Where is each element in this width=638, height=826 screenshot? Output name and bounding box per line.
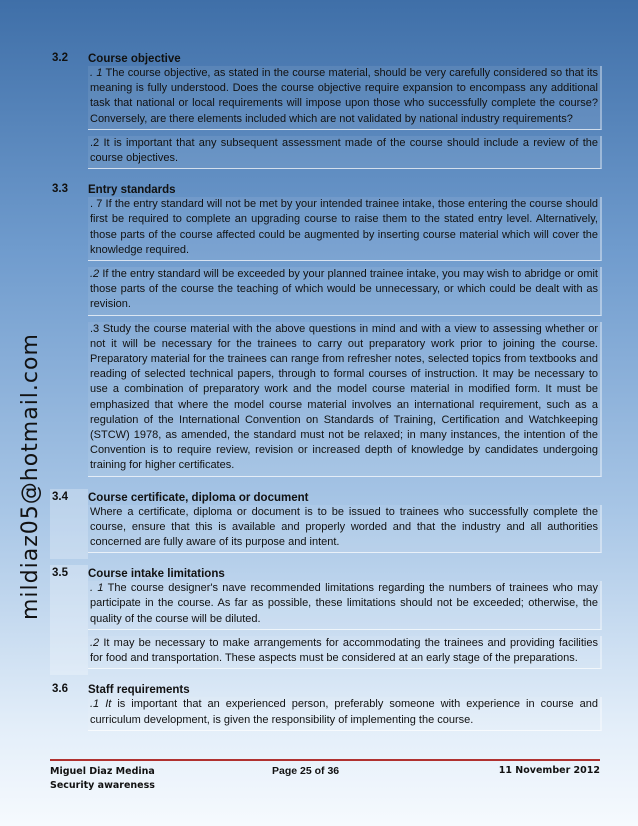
section-number: 3.6 [52, 683, 68, 696]
paragraph: . 1 The course objective, as stated in the course material, should be very carefully considered so that its meaning is fully understood. Does the course objective require expansion to encompass any additional task that national or local requirements will impose upon those who successfully complete the course? Conversely, are there elements included which are not validated by national industry requirements? [88, 66, 602, 130]
section-number: 3.4 [50, 489, 88, 560]
section-3-3 [50, 181, 602, 482]
paragraph: . 7 If the entry standard will not be met by your intended trainee intake, those entering the course should first be required to complete an upgrading course to raise them to the stated entry level. Alternatively, those parts of the course affected could be augmented by inserting course material which will cover the knowledge required. [88, 197, 602, 261]
footer-author: Miguel Diaz Medina [50, 766, 155, 777]
paragraph: .2 It may be necessary to make arrangements for accommodating the trainees and providing facilities for food and transportation. These aspects must be considered at an early stage of the preparations. [88, 636, 602, 669]
footer-page-number: Page 25 of 36 [272, 765, 340, 777]
section-title: Course objective [88, 53, 181, 65]
paragraph: Where a certificate, diploma or document is to be issued to trainees who successfully complete the course, ensure that this is available and properly worded and that the industry and all authorities concerned are fully aware of its purpose and intent. [88, 505, 602, 554]
paragraph: .2 If the entry standard will be exceeded by your planned trainee intake, you may wish to abridge or omit those parts of the course the teaching of which would be unnecessary, or which could be dealt with as revision. [88, 267, 602, 316]
section-number: 3.5 [50, 565, 88, 675]
section-number: 3.3 [52, 183, 68, 196]
section-3-5 [50, 565, 602, 675]
footer-date: 11 November 2012 [498, 765, 600, 776]
section-3-4 [50, 489, 602, 560]
section-title: Staff requirements [88, 684, 190, 697]
section-title: Course intake limitations [88, 568, 225, 581]
section-3-6 [50, 681, 602, 736]
section-number: 3.2 [52, 52, 68, 64]
footer-subject: Security awareness [50, 780, 155, 791]
section-title: Entry standards [88, 184, 176, 197]
section-3-2 [50, 50, 602, 175]
paragraph: .3 Study the course material with the above questions in mind and with a view to assessing whether or not it will be necessary for the trainees to carry out preparatory work prior to joining the course. Preparatory material for the trainees can range from refresher notes, selected topics from textbooks and reading of selected technical papers, through to formal courses of instruction. It may be necessary to use a combination of preparatory work and the model course material in modified form. It must be emphasized that where the model course material involves an international requirement, such as a regulation of the International Convention on Standards of Training, Certification and Watchkeeping (STCW) 1978, as amended, the standard must not be relaxed; in many instances, the intention of the Convention is to require review, revision or increased depth of knowledge by candidates undergoing training for higher certificates. [88, 322, 602, 477]
paragraph: .1 It is important that an experienced person, preferably someone with experience in course and curriculum development, is given the responsibility of implementing the course. [88, 697, 602, 730]
document-content [50, 50, 602, 743]
paragraph: .2 It is important that any subsequent assessment made of the course should include a review of the course objectives. [88, 136, 602, 169]
footer-divider [50, 759, 600, 761]
side-email-text: mildiaz05@hotmail.com [18, 333, 43, 620]
section-title: Course certificate, diploma or document [88, 491, 309, 504]
paragraph: . 1 The course designer's nave recommended limitations regarding the numbers of trainees who may participate in the course. As far as possible, these limitations should not be exceeded; otherwise, the quality of the course will be diluted. [88, 581, 602, 630]
